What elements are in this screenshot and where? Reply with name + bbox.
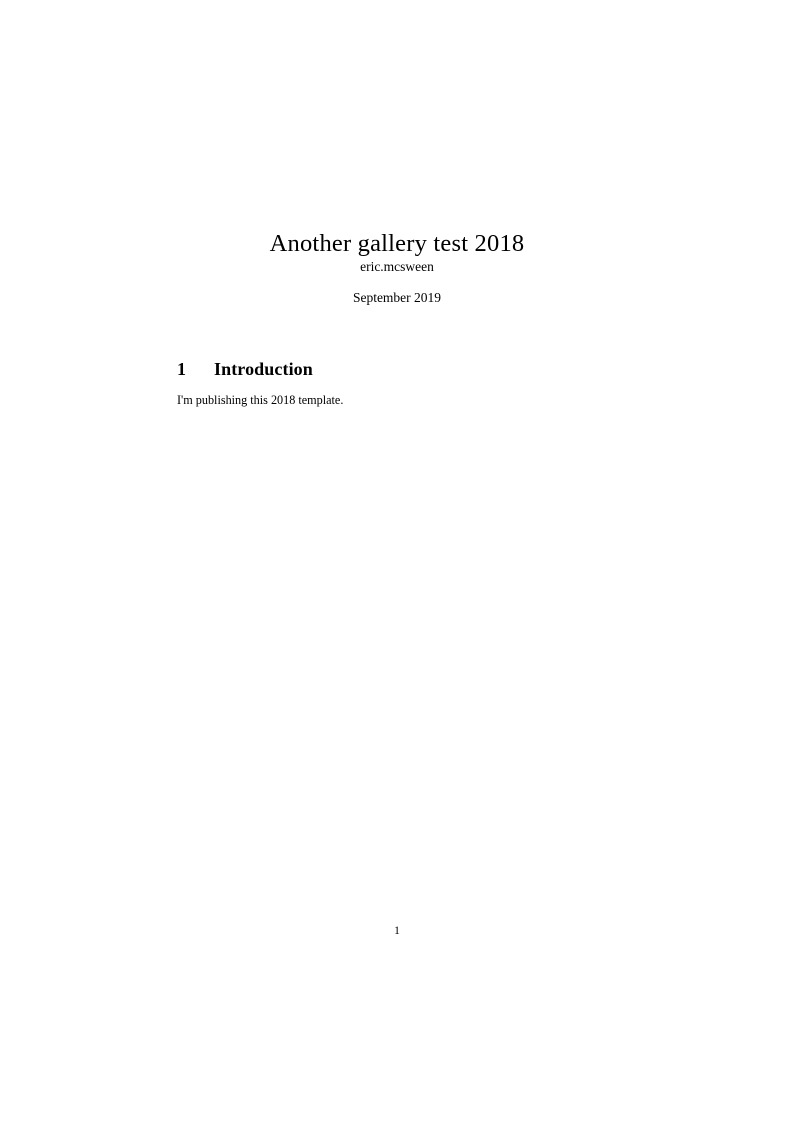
section-heading-introduction (177, 359, 313, 380)
page-number: 1 (394, 925, 400, 937)
section-number: 1 (177, 358, 187, 379)
document-author: eric.mcsween (360, 259, 434, 274)
section-paragraph: I'm publishing this 2018 template. (177, 393, 344, 408)
document-title: Another gallery test 2018 (269, 230, 525, 258)
document-date: September 2019 (352, 290, 442, 305)
section-title: Introduction (214, 358, 313, 379)
